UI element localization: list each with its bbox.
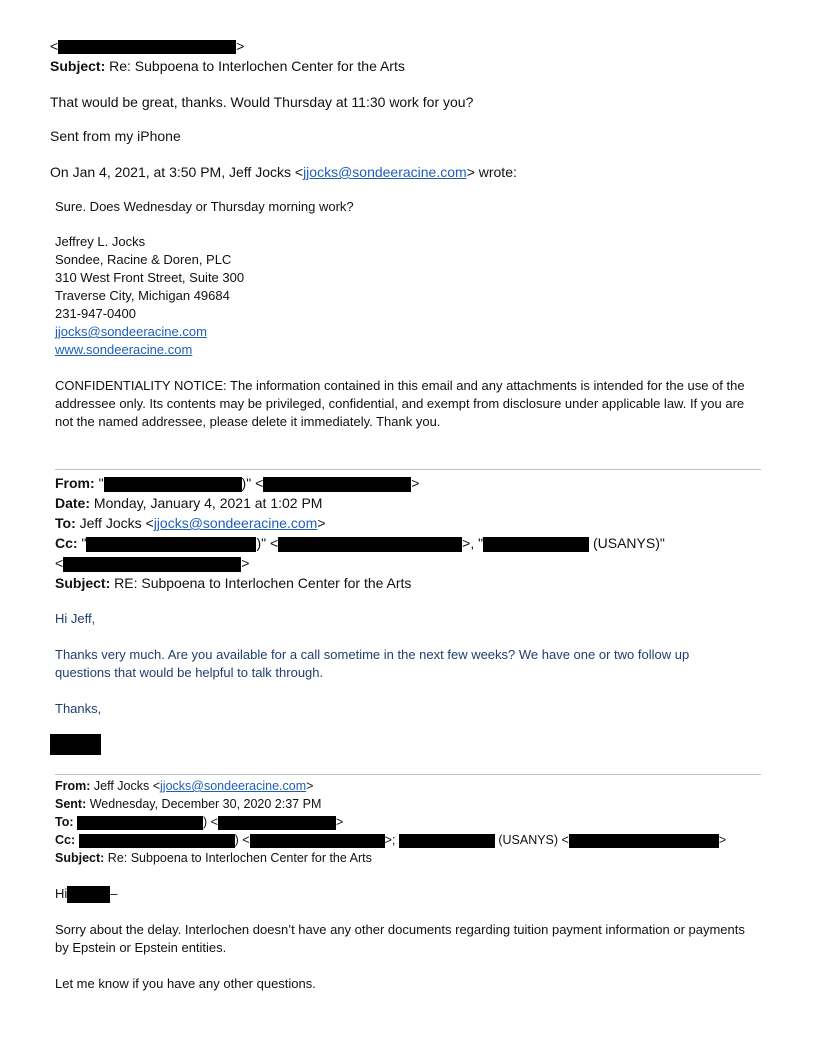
date-value: Monday, January 4, 2021 at 1:02 PM xyxy=(93,495,323,511)
quote-attribution xyxy=(50,163,517,181)
body3-closing: Let me know if you have any other questions. xyxy=(55,976,316,991)
redaction-block xyxy=(63,557,241,572)
redaction-block xyxy=(250,834,385,848)
sig-phone: 231-947-0400 xyxy=(55,306,136,321)
sent-label: Sent: xyxy=(55,797,87,811)
redaction-block xyxy=(50,734,101,755)
from-email-link[interactable]: jjocks@sondeeracine.com xyxy=(160,779,307,793)
cc-usanys: (USANYS) < xyxy=(498,833,569,847)
header2-cc xyxy=(55,534,665,552)
attribution-prefix: On Jan 4, 2021, at 3:50 PM, Jeff Jocks < xyxy=(50,164,304,180)
from-mid: )" < xyxy=(241,475,264,491)
body3-greeting xyxy=(55,885,118,903)
attribution-suffix: > wrote: xyxy=(466,164,517,180)
signature xyxy=(55,233,244,359)
from-prefix: Jeff Jocks < xyxy=(93,779,161,793)
body2-closing: Thanks, xyxy=(55,701,102,716)
subject-text: Re: Subpoena to Interlochen Center for the Arts xyxy=(107,851,372,865)
cc-mid2: >, " xyxy=(462,535,484,551)
redaction-block xyxy=(67,886,110,903)
to-mid: ) < xyxy=(203,815,218,829)
sig-web-link[interactable]: www.sondeeracine.com xyxy=(55,342,193,357)
cc2-open: < xyxy=(55,555,64,571)
sent-value: Wednesday, December 30, 2020 2:37 PM xyxy=(89,797,322,811)
redaction-block xyxy=(569,834,719,848)
header2-from xyxy=(55,474,419,492)
header3-from xyxy=(55,777,313,795)
confidentiality-notice: CONFIDENTIALITY NOTICE: The information contained in this email and any attachments is intended for the use of the addressee only. Its contents may be privileged, confidential, and exempt from disclosure under applicable law. If you are not the named addressee, please delete it immediately. Thank you. xyxy=(55,378,745,429)
divider xyxy=(55,469,761,470)
addr-close: > xyxy=(236,38,245,54)
redaction-block xyxy=(79,834,235,848)
header3-to xyxy=(55,813,343,831)
sig-firm: Sondee, Racine & Doren, PLC xyxy=(55,252,232,267)
from-quote: " xyxy=(98,475,104,491)
redaction-block xyxy=(104,477,242,492)
sent-from-line: Sent from my iPhone xyxy=(50,128,181,144)
subject-label: Subject: xyxy=(55,851,105,865)
cc-mid: ) < xyxy=(234,833,250,847)
to-suffix: > xyxy=(317,515,326,531)
header2-to xyxy=(55,514,326,532)
body2-paragraph: Thanks very much. Are you available for a call sometime in the next few weeks? We have one or two follow up questions that would be helpful to talk through. xyxy=(55,647,690,680)
cc-quote: " xyxy=(81,535,87,551)
header2-cc-line2 xyxy=(55,554,249,572)
redaction-block xyxy=(399,834,495,848)
from-suffix: > xyxy=(306,779,314,793)
from-label: From: xyxy=(55,475,95,491)
cc2-close: > xyxy=(241,555,250,571)
cc-usanys: (USANYS)" xyxy=(592,535,665,551)
subject-text: Re: Subpoena to Interlochen Center for the Arts xyxy=(109,58,405,74)
sig-email-link[interactable]: jjocks@sondeeracine.com xyxy=(55,324,207,339)
greeting-dash: – xyxy=(110,886,118,901)
redaction-block xyxy=(86,537,256,552)
header3-cc xyxy=(55,831,726,849)
header2-date xyxy=(55,494,322,512)
to-prefix: Jeff Jocks < xyxy=(79,515,154,531)
subject-label: Subject: xyxy=(50,58,106,74)
redaction-block xyxy=(263,477,411,492)
cc-mid: )" < xyxy=(256,535,279,551)
greeting-text: Hi xyxy=(55,886,68,901)
from-close: > xyxy=(411,475,420,491)
email-link[interactable]: jjocks@sondeeracine.com xyxy=(303,164,467,180)
redaction-block xyxy=(58,40,236,54)
redaction-block xyxy=(483,537,589,552)
reply-line: That would be great, thanks. Would Thursday at 11:30 work for you? xyxy=(50,94,474,110)
cc-close: > xyxy=(718,833,727,847)
to-close: > xyxy=(335,815,344,829)
sig-city: Traverse City, Michigan 49684 xyxy=(55,288,230,303)
date-label: Date: xyxy=(55,495,91,511)
subject-text: RE: Subpoena to Interlochen Center for the Arts xyxy=(114,575,412,591)
to-label: To: xyxy=(55,815,74,829)
header3-subject xyxy=(55,849,372,867)
sig-name: Jeffrey L. Jocks xyxy=(55,234,146,249)
redaction-block xyxy=(278,537,462,552)
header2-subject xyxy=(55,574,411,592)
quoted-body: Sure. Does Wednesday or Thursday morning work? xyxy=(55,199,354,214)
cc-label: Cc: xyxy=(55,833,76,847)
to-email-link[interactable]: jjocks@sondeeracine.com xyxy=(153,515,318,531)
sig-street: 310 West Front Street, Suite 300 xyxy=(55,270,245,285)
body3-paragraph: Sorry about the delay. Interlochen doesn’t have any other documents regarding tuition payment information or payments by Epstein or Epstein entities. xyxy=(55,922,745,955)
from-label: From: xyxy=(55,779,91,793)
header3-sent xyxy=(55,795,321,813)
subject-label: Subject: xyxy=(55,575,111,591)
body2-greeting: Hi Jeff, xyxy=(55,611,96,626)
top-subject-line xyxy=(50,57,405,75)
redaction-block xyxy=(77,816,203,830)
top-address-line xyxy=(50,37,244,55)
redaction-block xyxy=(218,816,336,830)
cc-sep: >; xyxy=(384,833,396,847)
cc-label: Cc: xyxy=(55,535,78,551)
to-label: To: xyxy=(55,515,76,531)
addr-open: < xyxy=(50,38,59,54)
divider xyxy=(55,774,761,775)
